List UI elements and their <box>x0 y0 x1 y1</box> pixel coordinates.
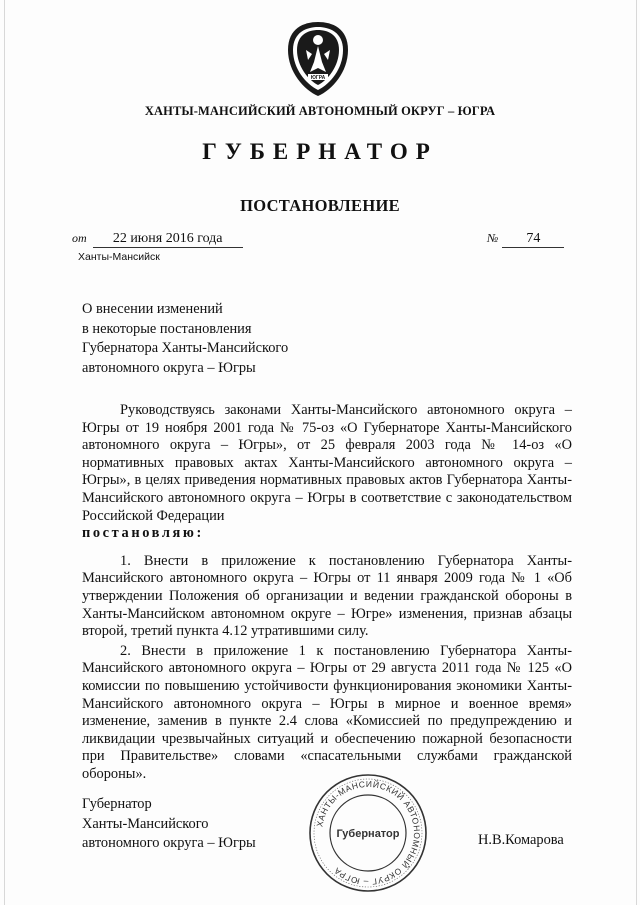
signatory-name: Н.В.Комарова <box>478 832 564 848</box>
subject-line: автономного округа – Югры <box>82 359 256 376</box>
point-1-paragraph: 1. Внести в приложение к постановлению Губернатора Ханты-Мансийского автономного округа – Югры от 11 января 2009 года № 1 «Об утверждении Положения об организации и ведении гражданской обороны в Ханты-Мансийском автономном округе – Югре» изменения, признав абзацы второй, третий пункта 4.12 утратившими силу. <box>82 552 572 640</box>
region-name: ХАНТЫ-МАНСИЙСКИЙ АВТОНОМНЫЙ ОКРУГ – ЮГРА <box>144 104 496 118</box>
signatory-position-line: Губернатор <box>82 796 152 812</box>
issue-place: Ханты-Мансийск <box>78 251 160 263</box>
subject-line: в некоторые постановления <box>82 320 252 337</box>
stamp-ring-text: ХАНТЫ-МАНСИЙСКИЙ АВТОНОМНЫЙ ОКРУГ – ЮГРА <box>314 778 423 888</box>
signatory-position-line: Ханты-Мансийского <box>82 815 209 832</box>
preamble-paragraph: Руководствуясь законами Ханты-Мансийского автономного округа – Югры от 19 ноября 2001 года № 75-оз «О Губернаторе Ханты-Мансийского автономного округа – Югры», от 25 февраля 2003 года № 14-оз «О нормативных правовых актах Ханты-Мансийского автономного округа – Югры», в целях приведения нормативных правовых актов Губернатора Ханты-Мансийского автономного округа – Югры в соответствие с законодательством Российской Федерации <box>82 402 572 524</box>
document-date: 22 июня 2016 года <box>93 231 243 248</box>
signatory-position <box>82 795 256 854</box>
document-number: 74 <box>502 231 564 248</box>
point-2-paragraph: 2. Внести в приложение 1 к постановлению Губернатора Ханты-Мансийского автономного округа – Югры от 29 августа 2011 года № 125 «О комиссии по повышению устойчивости функционирования экономики Ханты-Мансийского автономного округа – Югры в мирное и военное время» изменение, заменив в пункте 2.4 слова «Комиссией по предупреждению и ликвидации чрезвычайных ситуаций и обеспечению пожарной безопасности при Правительстве» словами «спасательными службами гражданской обороны». <box>82 642 572 782</box>
document-subject <box>82 300 382 378</box>
document-body <box>82 402 572 783</box>
subject-line: О внесении изменений <box>82 301 223 317</box>
page-edge-left <box>4 0 5 905</box>
resolve-paragraph <box>82 525 572 543</box>
stamp-center-text: Губернатор <box>336 828 400 840</box>
subject-line: Губернатора Ханты-Мансийского <box>82 340 289 356</box>
authority-title: ГУБЕРНАТОР <box>202 139 438 164</box>
page-edge-right <box>636 0 637 905</box>
document-type-title: ПОСТАНОВЛЕНИЕ <box>240 196 400 215</box>
date-line <box>72 231 243 248</box>
emblem-label: ЮГРА <box>310 75 326 81</box>
official-seal-stamp <box>306 771 430 895</box>
signatory-position-line: автономного округа – Югры <box>82 835 256 851</box>
date-prefix: от <box>72 231 87 245</box>
number-prefix: № <box>487 231 499 245</box>
resolve-word: постановляю: <box>82 525 204 542</box>
number-line <box>487 231 564 248</box>
coat-of-arms-icon <box>284 20 352 98</box>
